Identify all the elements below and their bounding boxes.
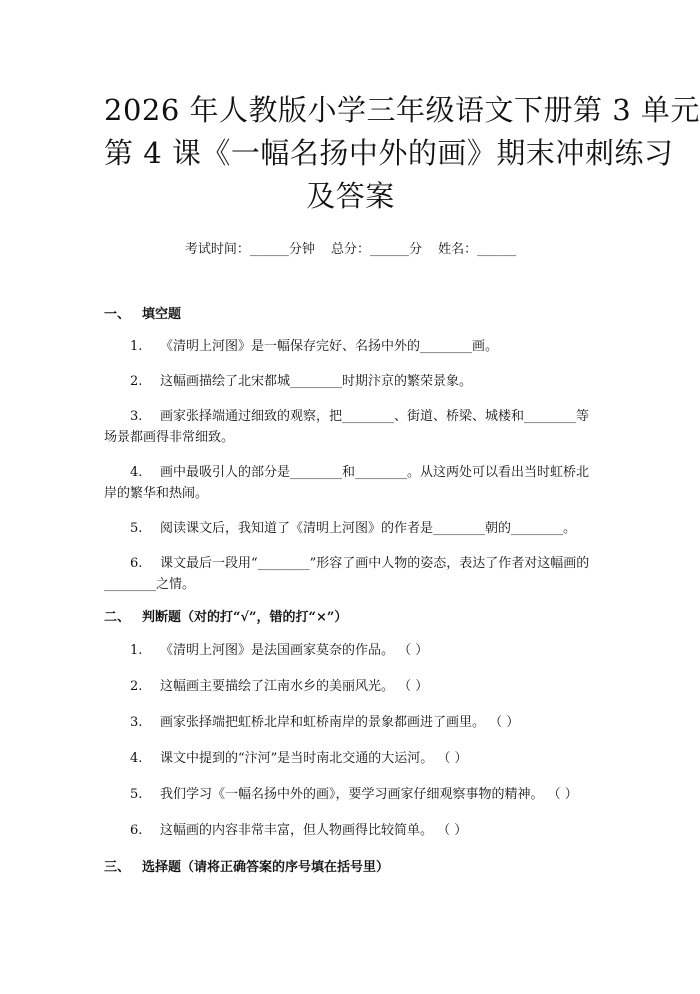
question-number: 3. [130, 715, 143, 730]
question-text: 画家张择端通过细致的观察，把________、街道、桥梁、城楼和________等场景都画得非常细致。 [104, 409, 590, 445]
question-item [104, 784, 597, 805]
question-item [104, 336, 597, 357]
section-heading [104, 303, 597, 322]
section-multiple-choice-heading [104, 856, 597, 875]
question-item [104, 676, 597, 697]
question-text: 阅读课文后，我知道了《清明上河图》的作者是________朝的________。 [160, 521, 577, 536]
question-text: 画中最吸引人的部分是________和________。从这两处可以看出当时虹桥北岸的繁华和热闹。 [104, 465, 590, 501]
question-text: 《清明上河图》是法国画家莫奈的作品。 （ ） [160, 643, 429, 658]
exam-score: 总分：______分 [330, 242, 422, 257]
question-item [104, 518, 597, 539]
question-text: 我们学习《一幅名扬中外的画》，要学习画家仔细观察事物的精神。 （ ） [160, 787, 578, 802]
section-true-false [104, 606, 597, 841]
section-number: 二、 [104, 610, 131, 625]
question-text: 《清明上河图》是一幅保存完好、名扬中外的________画。 [160, 339, 499, 354]
section-fill-blank [104, 303, 597, 595]
document-title [104, 89, 700, 218]
question-number: 6. [130, 556, 143, 571]
title-line-2: 第 4 课《一幅名扬中外的画》期末冲刺练习 [104, 136, 674, 170]
section-title: 选择题（请将正确答案的序号填在括号里） [142, 860, 390, 875]
document-page [0, 89, 700, 994]
question-item [104, 406, 597, 448]
section-number: 三、 [104, 860, 131, 875]
question-item [104, 371, 597, 392]
title-line-1: 2026 年人教版小学三年级语文下册第 3 单元 [104, 93, 700, 127]
question-text: 画家张择端把虹桥北岸和虹桥南岸的景象都画进了画里。 （ ） [160, 715, 520, 730]
question-item [104, 462, 597, 504]
section-heading [104, 606, 597, 625]
question-item [104, 640, 597, 661]
question-item [104, 712, 597, 733]
question-number: 4. [130, 751, 143, 766]
question-item [104, 820, 597, 841]
question-text: 这幅画的内容非常丰富，但人物画得比较简单。 （ ） [160, 823, 468, 838]
section-title: 填空题 [142, 307, 182, 322]
section-number: 一、 [104, 307, 131, 322]
title-line-3: 及答案 [306, 179, 395, 213]
question-text: 课文最后一段用“________”形容了画中人物的姿态，表达了作者对这幅画的________之情。 [104, 556, 590, 592]
question-number: 5. [130, 521, 143, 536]
exam-meta [104, 238, 597, 257]
question-number: 1. [130, 339, 143, 354]
question-text: 课文中提到的“汴河”是当时南北交通的大运河。 （ ） [160, 751, 468, 766]
question-number: 6. [130, 823, 143, 838]
question-number: 3. [130, 409, 143, 424]
student-name: 姓名：______ [438, 242, 517, 257]
question-text: 这幅画描绘了北宋都城________时期汴京的繁荣景象。 [160, 374, 473, 389]
question-number: 2. [130, 374, 143, 389]
question-number: 1. [130, 643, 143, 658]
question-number: 5. [130, 787, 143, 802]
question-number: 4. [130, 465, 143, 480]
question-text: 这幅画主要描绘了江南水乡的美丽风光。 （ ） [160, 679, 429, 694]
question-item [104, 553, 597, 595]
section-title: 判断题（对的打“√”，错的打“×”） [142, 610, 348, 625]
exam-time: 考试时间：______分钟 [184, 242, 315, 257]
question-number: 2. [130, 679, 143, 694]
question-item [104, 748, 597, 769]
